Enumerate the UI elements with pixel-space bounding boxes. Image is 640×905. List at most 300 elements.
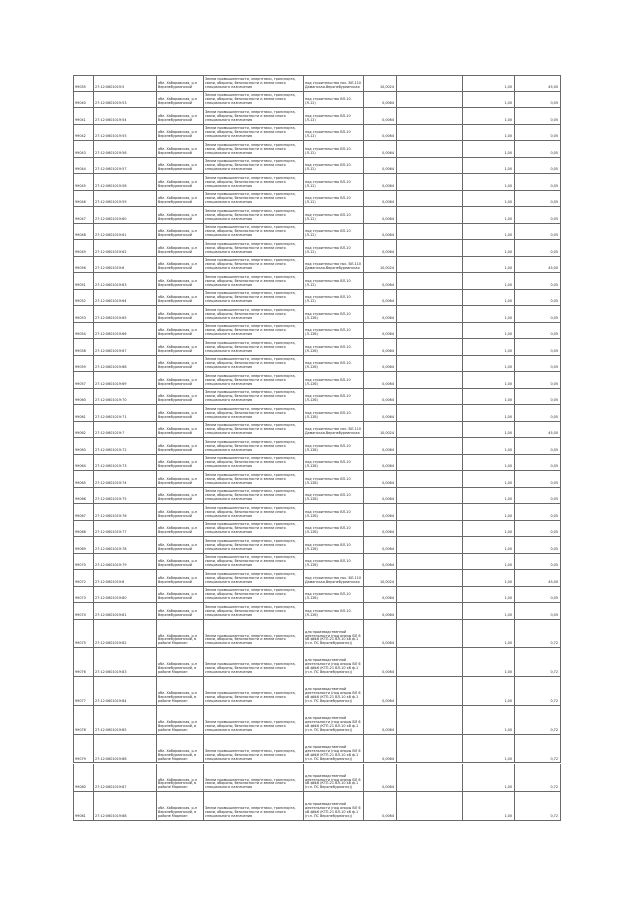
cell-col7 (396, 620, 462, 648)
cell-cad-text: 27:12:0601019:72 (95, 447, 127, 452)
cell-cad-text: 27:12:0601019:63 (95, 282, 127, 287)
cell-col8-text: 1,00 (504, 200, 512, 205)
cell-addr (156, 603, 203, 619)
cell-cad (93, 174, 156, 190)
cell-id (73, 224, 93, 240)
cell-col8 (462, 356, 514, 372)
cell-id-text: 99080 (75, 785, 86, 790)
cell-col9 (514, 537, 561, 553)
cell-area-text: 0,0064 (382, 814, 394, 819)
cell-area (363, 339, 396, 355)
cell-addr (156, 240, 203, 256)
cell-cat-text: Земли промышленности, энергетики, транспорта, связи, обороны, безопасности и земли иного специального назначения (205, 390, 296, 403)
cell-use-text: под строительство ВЛ-10 (Л-12б) (305, 328, 351, 337)
cell-col9-text: 0,05 (550, 398, 558, 403)
cell-col7 (396, 191, 462, 207)
cell-use-text: под строительство ВЛ-10 (Л-12б) (305, 361, 351, 370)
cell-area (363, 504, 396, 520)
cell-use (303, 76, 363, 91)
cell-addr (156, 570, 203, 586)
cell-cad (93, 488, 156, 504)
cell-col9-text: 0,05 (550, 513, 558, 518)
cell-col9-text: 0,05 (550, 200, 558, 205)
cell-cat-text: Земли промышленности, энергетики, транспорта, связи, обороны, безопасности и земли иного специального назначения (205, 538, 296, 551)
cell-addr-text: обл. Хабаровская, р-н Верхнебуреинский (158, 377, 198, 386)
cell-use (303, 290, 363, 306)
cell-id (73, 504, 93, 520)
cell-addr-text: обл. Хабаровская, р-н Верхнебуреинский (158, 196, 198, 205)
cell-addr-text: обл. Хабаровская, р-н Верхнебуреинский (158, 509, 198, 518)
cell-col8-text: 1,00 (504, 563, 512, 568)
cell-cat (203, 207, 303, 223)
cell-cad-text: 27:12:0601019:6 (95, 266, 125, 271)
cell-cat (203, 706, 303, 734)
cell-area-text: 0,0064 (382, 414, 394, 419)
cell-cat (203, 141, 303, 157)
cell-id-text: 99078 (75, 727, 86, 732)
cell-cat (203, 554, 303, 570)
cell-cad-text: 27:12:0601019:59 (95, 200, 127, 205)
cell-use-text: для производственной деятельности (под опоры ВЛ 6 кВ ф№6 (КТП-21 ВЛ-10 кВ ф.1 (н.п. ПС Верхнебуреинск)) (305, 773, 361, 790)
cell-col7 (396, 504, 462, 520)
cell-cat (203, 356, 303, 372)
cell-addr-text: обл. Хабаровская, р-н Верхнебуреинский, в районе Марекан (158, 633, 198, 646)
cell-area (363, 648, 396, 676)
cell-col7 (396, 438, 462, 454)
cell-col7 (396, 224, 462, 240)
cell-cad (93, 792, 156, 820)
cell-use (303, 587, 363, 603)
cell-use-text: под строительство ВЛ-10 (Л-12) (305, 229, 351, 238)
cell-id-text: 99070 (75, 563, 86, 568)
cell-addr-text: обл. Хабаровская, р-н Верхнебуреинский (158, 179, 198, 188)
cell-col9 (514, 587, 561, 603)
cell-use (303, 405, 363, 421)
cell-col7 (396, 92, 462, 108)
cell-addr (156, 405, 203, 421)
table-row (73, 174, 561, 191)
cell-cad (93, 356, 156, 372)
cell-cat-text: Земли промышленности, энергетики, транспорта, связи, обороны, безопасности и земли иного специального назначения (205, 406, 296, 419)
cell-area (363, 764, 396, 792)
cell-use (303, 764, 363, 792)
cell-area-text: 0,0064 (382, 167, 394, 172)
cell-cad-text: 27:12:0601019:64 (95, 299, 127, 304)
table-row (73, 471, 561, 488)
cell-area-text: 10,0024 (379, 579, 394, 584)
cell-col8 (462, 389, 514, 405)
cell-cad (93, 570, 156, 586)
cell-use-text: под строительство ВЛ-10 (Л-12б) (305, 592, 351, 601)
cell-cad-text: 27:12:0601019:85 (95, 727, 127, 732)
cell-col9 (514, 240, 561, 256)
cell-area-text: 0,0064 (382, 365, 394, 370)
cell-addr-text: обл. Хабаровская, р-н Верхнебуреинский, в районе Марекан (158, 691, 198, 703)
cell-id (73, 108, 93, 124)
cell-col7 (396, 735, 462, 763)
cell-cat (203, 587, 303, 603)
cell-cat-text: Земли промышленности, энергетики, транспорта, связи, обороны, безопасности и земли иного специального назначения (205, 588, 296, 601)
cell-id-text: 99054 (75, 332, 86, 337)
cell-addr (156, 273, 203, 289)
cell-id-text: 99064 (75, 464, 86, 469)
table-row (73, 648, 561, 677)
cell-addr (156, 504, 203, 520)
cell-area-text: 0,0064 (382, 596, 394, 601)
cell-col7 (396, 323, 462, 339)
cell-col7 (396, 174, 462, 190)
cell-cad (93, 240, 156, 256)
cell-cad (93, 306, 156, 322)
table-row (73, 537, 561, 554)
cell-area-text: 0,0064 (382, 698, 394, 703)
cell-col8-text: 1,00 (504, 183, 512, 188)
cell-addr (156, 537, 203, 553)
cell-id-text: 99074 (75, 612, 86, 617)
cell-cat (203, 174, 303, 190)
cell-cat-text: Земли промышленности, энергетики, транспорта, связи, обороны, безопасности и земли иного специального назначения (205, 806, 296, 819)
table-row (73, 240, 561, 257)
cell-id (73, 471, 93, 487)
cell-col8 (462, 521, 514, 537)
cell-col9 (514, 735, 561, 763)
cell-col9-text: 0,05 (550, 612, 558, 617)
table-row (73, 438, 561, 455)
cell-id (73, 323, 93, 339)
cell-cat-text: Земли промышленности, энергетики, транспорта, связи, обороны, безопасности и земли иного специального назначения (205, 225, 296, 238)
cell-col9-text: 0,05 (550, 249, 558, 254)
cell-cat (203, 792, 303, 820)
cell-use (303, 273, 363, 289)
cell-col8-text: 1,00 (504, 596, 512, 601)
table-row (73, 677, 561, 706)
cell-id (73, 257, 93, 273)
cell-cad (93, 706, 156, 734)
cell-id-text: 99062 (75, 431, 86, 436)
cell-area-text: 10,0024 (379, 266, 394, 271)
cell-col9 (514, 405, 561, 421)
cell-use-text: для производственной деятельности (под опоры ВЛ 6 кВ ф№6 (КТП-21 ВЛ-10 кВ ф.1 (н.п. ПС Верхнебуреинск)) (305, 744, 361, 761)
cell-cad (93, 158, 156, 174)
cell-col9 (514, 471, 561, 487)
cell-cad-text: 27:12:0601019:61 (95, 233, 127, 238)
cell-cad-text: 27:12:0601019:77 (95, 530, 127, 535)
cell-area-text: 0,0064 (382, 398, 394, 403)
cell-col8-text: 1,00 (504, 117, 512, 122)
cell-use (303, 677, 363, 705)
cell-use-text: под строительство ВЛ-10 (Л-12) (305, 196, 351, 205)
cell-id (73, 92, 93, 108)
cell-id-text: 99040 (75, 101, 86, 106)
cell-addr-text: обл. Хабаровская, р-н Верхнебуреинский (158, 460, 198, 469)
cell-col8-text: 1,00 (504, 464, 512, 469)
cell-col9-text: 0,05 (550, 150, 558, 155)
cell-area (363, 372, 396, 388)
cell-cad (93, 405, 156, 421)
cell-area (363, 422, 396, 438)
cell-addr-text: обл. Хабаровская, р-н Верхнебуреинский (158, 410, 198, 419)
cell-area-text: 0,0064 (382, 612, 394, 617)
cell-cat (203, 108, 303, 124)
cell-col9 (514, 372, 561, 388)
table-row (73, 323, 561, 340)
cell-use (303, 339, 363, 355)
cell-cad (93, 735, 156, 763)
cell-cat (203, 677, 303, 705)
cell-col8 (462, 570, 514, 586)
cell-addr (156, 290, 203, 306)
cell-addr-text: обл. Хабаровская, р-н Верхнебуреинский (158, 311, 198, 320)
cell-use-text: под строительство ВЛ-10 (Л-12б) (305, 311, 351, 320)
cell-col7 (396, 471, 462, 487)
cell-use (303, 504, 363, 520)
table-row (73, 125, 561, 142)
table-row (73, 504, 561, 521)
cell-addr (156, 735, 203, 763)
cell-col8-text: 1,00 (504, 398, 512, 403)
cell-addr-text: обл. Хабаровская, р-н Верхнебуреинский (158, 542, 198, 551)
cell-cat (203, 339, 303, 355)
cell-area-text: 0,0064 (382, 299, 394, 304)
table-row (73, 455, 561, 472)
cell-col8-text: 1,00 (504, 348, 512, 353)
cell-use (303, 257, 363, 273)
cell-use (303, 422, 363, 438)
cell-col9-text: 0,72 (550, 785, 558, 790)
cell-col8 (462, 471, 514, 487)
cell-cad-text: 27:12:0601019:56 (95, 150, 127, 155)
cell-addr-text: обл. Хабаровская, р-н Верхнебуреинский (158, 394, 198, 403)
cell-id (73, 521, 93, 537)
cell-area-text: 0,0064 (382, 101, 394, 106)
cell-cad (93, 677, 156, 705)
cell-area (363, 174, 396, 190)
cell-addr-text: обл. Хабаровская, р-н Верхнебуреинский (158, 146, 198, 155)
cell-addr-text: обл. Хабаровская, р-н Верхнебуреинский, в районе Марекан (158, 719, 198, 732)
cell-addr (156, 764, 203, 792)
cell-id-text: 99058 (75, 348, 86, 353)
cell-col9 (514, 706, 561, 734)
table-row (73, 158, 561, 175)
cell-col9-text: 0,05 (550, 167, 558, 172)
cell-col9-text: 45,00 (548, 84, 558, 89)
cell-col7 (396, 207, 462, 223)
cell-id (73, 648, 93, 676)
cell-cat-text: Земли промышленности, энергетики, транспорта, связи, обороны, безопасности и земли иного специального назначения (205, 208, 296, 221)
cell-cad-text: 27:12:0601019:54 (95, 117, 127, 122)
cell-use (303, 207, 363, 223)
cell-id (73, 207, 93, 223)
cell-area (363, 792, 396, 820)
cell-use (303, 521, 363, 537)
cell-id (73, 76, 93, 91)
cell-id-text: 99059 (75, 365, 86, 370)
cell-addr (156, 438, 203, 454)
cell-col8 (462, 405, 514, 421)
cell-col9 (514, 141, 561, 157)
cell-addr (156, 356, 203, 372)
cell-col9 (514, 92, 561, 108)
cell-id (73, 677, 93, 705)
cell-col9-text: 0,05 (550, 348, 558, 353)
cell-col7 (396, 76, 462, 91)
cell-col9-text: 0,05 (550, 101, 558, 106)
cell-id (73, 158, 93, 174)
cell-col8-text: 1,00 (504, 480, 512, 485)
table-row (73, 735, 561, 764)
cell-col8 (462, 240, 514, 256)
cell-col8-text: 1,00 (504, 513, 512, 518)
cell-cat-text: Земли промышленности, энергетики, транспорта, связи, обороны, безопасности и земли иного специального назначения (205, 109, 296, 122)
cell-col9-text: 0,05 (550, 480, 558, 485)
cell-id-text: 99072 (75, 579, 86, 584)
table-row (73, 224, 561, 241)
cell-cat-text: Земли промышленности, энергетики, транспорта, связи, обороны, безопасности и земли иного специального назначения (205, 719, 296, 732)
cell-col9 (514, 488, 561, 504)
cell-id (73, 706, 93, 734)
cell-use-text: под строительство ВЛ-10 (Л-12б) (305, 460, 351, 469)
cell-col7 (396, 141, 462, 157)
cell-addr (156, 125, 203, 141)
cell-id-text: 99052 (75, 299, 86, 304)
cell-col7 (396, 273, 462, 289)
cell-cat (203, 257, 303, 273)
cell-id-text: 99047 (75, 216, 86, 221)
cell-col8-text: 1,00 (504, 530, 512, 535)
cell-cad-text: 27:12:0601019:84 (95, 698, 127, 703)
cell-col8-text: 1,00 (504, 641, 512, 646)
cell-col8-text: 1,00 (504, 698, 512, 703)
cell-col9-text: 0,72 (550, 670, 558, 675)
table-row (73, 620, 561, 649)
cell-cad-text: 27:12:0601019:74 (95, 480, 127, 485)
cell-use (303, 191, 363, 207)
cell-cat-text: Земли промышленности, энергетики, транспорта, связи, обороны, безопасности и земли иного специального назначения (205, 555, 296, 568)
cell-cat (203, 455, 303, 471)
cell-col7 (396, 339, 462, 355)
cell-use-text: под строительство ВЛ-10 (Л-12б) (305, 476, 351, 485)
cell-id (73, 141, 93, 157)
cell-use-text: под строительство ВЛ-10 (Л-12) (305, 130, 351, 139)
cell-col9 (514, 677, 561, 705)
cell-cad (93, 125, 156, 141)
cell-area (363, 108, 396, 124)
cell-col9 (514, 290, 561, 306)
cell-area (363, 257, 396, 273)
cell-col8-text: 1,00 (504, 299, 512, 304)
cell-col8-text: 1,00 (504, 431, 512, 436)
cell-use (303, 141, 363, 157)
cell-cad-text: 27:12:0601019:78 (95, 546, 127, 551)
cell-col9 (514, 389, 561, 405)
cell-area (363, 455, 396, 471)
cell-cat-text: Земли промышленности, энергетики, транспорта, связи, обороны, безопасности и земли иного специального назначения (205, 159, 296, 172)
cell-cat-text: Земли промышленности, энергетики, транспорта, связи, обороны, безопасности и земли иного специального назначения (205, 324, 296, 337)
cell-id (73, 537, 93, 553)
cell-id (73, 570, 93, 586)
cell-id-text: 99046 (75, 200, 86, 205)
table-row (73, 764, 561, 793)
cell-addr-text: обл. Хабаровская, р-н Верхнебуреинский (158, 361, 198, 370)
cell-addr-text: обл. Хабаровская, р-н Верхнебуреинский (158, 328, 198, 337)
cell-col9 (514, 257, 561, 273)
cell-col9-text: 0,05 (550, 447, 558, 452)
cell-cat-text: Земли промышленности, энергетики, транспорта, связи, обороны, безопасности и земли иного специального назначения (205, 307, 296, 320)
cell-cad-text: 27:12:0601019:55 (95, 134, 127, 139)
cell-addr (156, 158, 203, 174)
table-row (73, 306, 561, 323)
cell-col9 (514, 521, 561, 537)
cell-area (363, 620, 396, 648)
cell-col9 (514, 191, 561, 207)
cell-addr-text: обл. Хабаровская, р-н Верхнебуреинский (158, 262, 198, 271)
cell-addr (156, 174, 203, 190)
cell-cat (203, 389, 303, 405)
cell-id-text: 99045 (75, 183, 86, 188)
cell-cat (203, 537, 303, 553)
cell-id (73, 488, 93, 504)
cell-use-text: под строительство ВЛ-10 (Л-12б) (305, 526, 351, 535)
table-row (73, 372, 561, 389)
cell-col8 (462, 108, 514, 124)
table-row (73, 405, 561, 422)
cell-addr (156, 76, 203, 91)
cell-id-text: 99073 (75, 596, 86, 601)
cell-cat-text: Земли промышленности, энергетики, транспорта, связи, обороны, безопасности и земли иного специального назначения (205, 241, 296, 254)
cell-area-text: 0,0064 (382, 480, 394, 485)
cell-addr-text: обл. Хабаровская, р-н Верхнебуреинский (158, 130, 198, 139)
cell-col8 (462, 677, 514, 705)
cell-cad (93, 207, 156, 223)
cell-addr (156, 141, 203, 157)
cell-use-text: под строительство ВЛ-10 (Л-12) (305, 295, 351, 304)
cell-use-text: под строительство ВЛ-10 (Л-12б) (305, 443, 351, 452)
cell-id (73, 290, 93, 306)
cell-cad-text: 27:12:0601019:66 (95, 332, 127, 337)
cell-col9 (514, 207, 561, 223)
cell-cad-text: 27:12:0601019:57 (95, 167, 127, 172)
cell-area (363, 405, 396, 421)
cell-cad-text: 27:12:0601019:53 (95, 101, 127, 106)
cell-use (303, 471, 363, 487)
cell-cat (203, 158, 303, 174)
cell-cad (93, 257, 156, 273)
cell-use-text: под строительство ВЛ-10 (Л-12б) (305, 394, 351, 403)
cell-id (73, 191, 93, 207)
cell-id-text: 99075 (75, 641, 86, 646)
cell-addr (156, 191, 203, 207)
table-row (73, 521, 561, 538)
cell-cad (93, 273, 156, 289)
cell-cad-text: 27:12:0601019:73 (95, 464, 127, 469)
cell-use-text: под строительство ВЛ-10 (Л-12б) (305, 559, 351, 568)
cell-id-text: 99043 (75, 150, 86, 155)
cell-id (73, 620, 93, 648)
cell-col8-text: 1,00 (504, 249, 512, 254)
cell-use (303, 620, 363, 648)
cell-area (363, 471, 396, 487)
cell-addr (156, 677, 203, 705)
cell-cat-text: Земли промышленности, энергетики, транспорта, связи, обороны, безопасности и земли иного специального назначения (205, 93, 296, 106)
cell-addr (156, 108, 203, 124)
cell-id-text: 99044 (75, 167, 86, 172)
cell-cat-text: Земли промышленности, энергетики, транспорта, связи, обороны, безопасности и земли иного специального назначения (205, 604, 296, 617)
cell-area-text: 0,0064 (382, 513, 394, 518)
cell-col9-text: 0,05 (550, 299, 558, 304)
cell-area (363, 323, 396, 339)
cell-col8-text: 1,00 (504, 756, 512, 761)
table-row (73, 191, 561, 208)
